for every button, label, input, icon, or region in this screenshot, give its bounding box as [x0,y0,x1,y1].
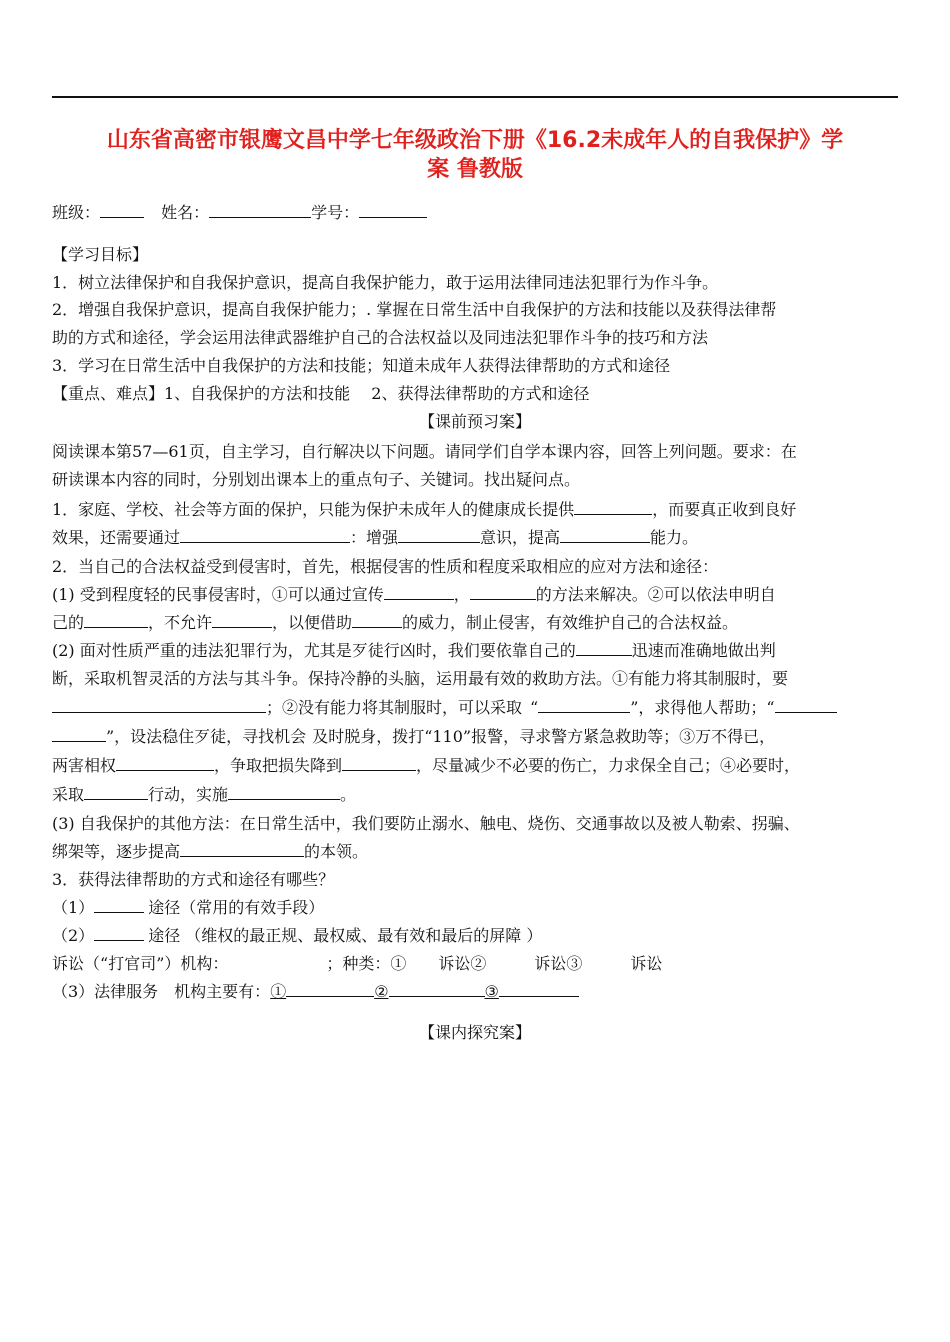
q2-1-blank-2[interactable] [470,585,536,600]
q2-2-line-4: ”，设法稳住歹徒，寻找机会 及时脱身，拨打“110”报警，寻求警方紧急救助等；③万不得已， [52,727,898,747]
q2-2-blank-4-cont[interactable] [52,727,106,742]
preview-intro-2: 研读课本内容的同时，分别划出课本上的重点句子、关键词。找出疑问点。 [52,470,581,489]
question-2: 2．当自己的合法权益受到侵害时，首先，根据侵害的性质和程度采取相应的应对方法和途径： [52,557,719,576]
q2-1-line-1: (1) 受到程度轻的民事侵害时，①可以通过宣传 ， 的方法来解决。②可以依法申明自 [52,585,776,604]
q2-1-line-2: 己的 ，不允许 ，以便借助 的威力，制止侵害，有效维护自己的合法权益。 [52,613,739,632]
q2-3-blank[interactable] [180,842,304,857]
q2-2-blank-3[interactable] [538,698,630,713]
q3-blank-4[interactable] [389,982,473,997]
q2-2-blank-1[interactable] [576,641,632,656]
q3-blank-1[interactable] [94,898,144,913]
student-info-row [52,203,898,223]
class-blank[interactable] [100,203,144,218]
q1-blank-1[interactable] [574,500,652,515]
header-rule [52,96,898,98]
q2-2-line-6: 采取 行动，实施 。 [52,785,357,804]
q2-2-blank-7[interactable] [84,785,148,800]
q2-2-blank-4[interactable] [775,698,837,713]
class-label: 班级： [52,203,101,222]
question-1-line-1: 1．家庭、学校、社会等方面的保护，只能为保护未成年人的健康成长提供 ，而要真正收到良好 [52,500,797,519]
q3-blank-5[interactable] [499,982,579,997]
q1-blank-2[interactable] [180,528,350,543]
inclass-heading: 【课内探究案】 [418,1023,531,1042]
goal-item-2: 2．增强自我保护意识，提高自我保护能力；. 掌握在日常生活中自我保护的方法和技能以及获得法律帮 [52,300,777,319]
q2-2-blank-6[interactable] [342,756,416,771]
page-title [52,126,898,184]
goal-item-2-cont: 助的方式和途径，学会运用法律武器维护自己的合法权益以及同违法犯罪作斗争的技巧和方法 [52,328,709,347]
q3-blank-3[interactable] [286,982,362,997]
q3-item-3: （3）法律服务 机构主要有：① ② ③ [52,982,898,1002]
preview-intro-1: 阅读课本第57—61页，自主学习，自行解决以下问题。请同学们自学本课内容，回答上列问题。要求：在 [52,442,797,461]
q2-1-blank-1[interactable] [384,585,454,600]
q3-item-2: （2） 途径 （维权的最正规、最权威、最有效和最后的屏障 ） [52,926,543,945]
preview-heading: 【课前预习案】 [418,412,531,431]
q2-1-blank-5[interactable] [352,613,402,628]
key-points: 【重点、难点】1、自我保护的方法和技能 2、获得法律帮助的方式和途径 [52,384,590,403]
question-1-line-2: 效果，还需要通过 ：增强 意识，提高 能力。 [52,528,699,547]
q2-2-blank-8[interactable] [228,785,340,800]
q3-litigation-row: 诉讼（“打官司”）机构： ；种类：① 诉讼② 诉讼③ 诉讼 [52,954,663,973]
q3-item-1: （1） 途径（常用的有效手段） [52,898,325,917]
q1-blank-3[interactable] [398,528,480,543]
question-3: 3．获得法律帮助的方式和途径有哪些？ [52,870,335,889]
q2-1-blank-3[interactable] [84,613,148,628]
q2-2-line-5: 两害相权 ，争取把损失降到 ，尽量减少不必要的伤亡，力求保全自己；④必要时， [52,756,801,775]
q2-2-line-2: 断，采取机智灵活的方法与其斗争。保持冷静的头脑，运用最有效的救助方法。①有能力将其制服时，要 [52,669,789,688]
q2-1-blank-4[interactable] [212,613,272,628]
q2-3-line-1: (3) 自我保护的其他方法：在日常生活中，我们要防止溺水、触电、烧伤、交通事故以及被人勒索、拐骗、 [52,814,800,833]
q2-3-line-2: 绑架等，逐步提高 的本领。 [52,842,369,861]
q2-2-line-3: ；②没有能力将其制服时，可以采取 “ ”，求得他人帮助；“ [52,698,898,718]
q3-blank-2[interactable] [94,926,144,941]
goals-heading: 【学习目标】 [52,245,149,264]
q2-2-line-1: (2) 面对性质严重的违法犯罪行为，尤其是歹徒行凶时，我们要依靠自己的 迅速而准确地做出判 [52,641,776,660]
id-blank[interactable] [359,203,427,218]
goal-item-1: 1．树立法律保护和自我保护意识，提高自我保护能力，敢于运用法律同违法犯罪行为作斗争。 [52,273,719,292]
goal-item-3: 3．学习在日常生活中自我保护的方法和技能；知道未成年人获得法律帮助的方式和途径 [52,356,671,375]
q2-2-blank-2[interactable] [52,698,266,713]
name-label: 姓名： [161,203,210,222]
title-line-1: 山东省高密市银鹰文昌中学七年级政治下册《16.2未成年人的自我保护》学 [106,128,844,153]
title-line-2: 案 鲁教版 [427,157,523,182]
name-blank[interactable] [209,203,311,218]
q2-2-blank-5[interactable] [116,756,214,771]
q1-blank-4[interactable] [560,528,650,543]
id-label: 学号： [311,203,360,222]
